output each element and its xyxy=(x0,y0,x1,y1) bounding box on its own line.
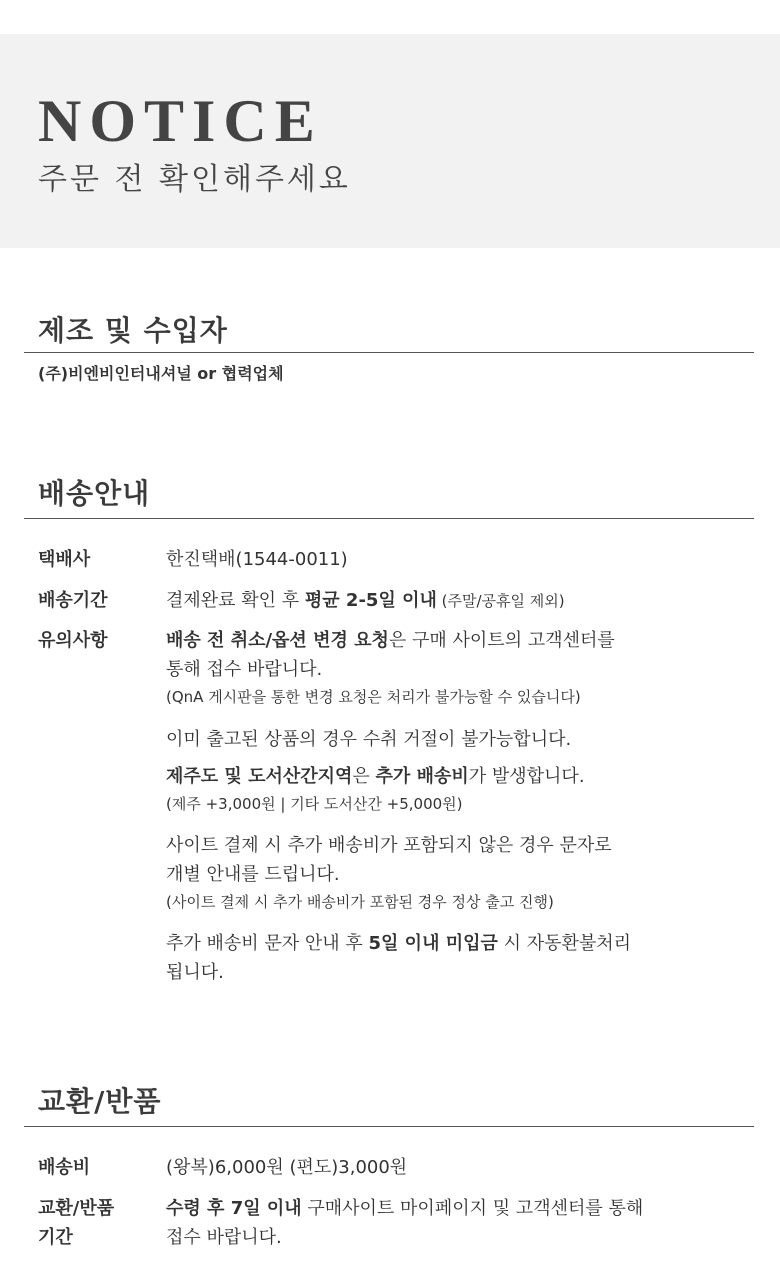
delivery-period-value: 결제완료 확인 후 평균 2-5일 이내 (주말/공휴일 제외) xyxy=(166,590,565,611)
exchange-heading: 교환/반품 xyxy=(38,1085,162,1118)
courier-label: 택배사 xyxy=(38,549,91,570)
note-auto-refund: 추가 배송비 문자 안내 후 5일 이내 미입금 시 자동환불처리 됩니다. xyxy=(166,933,632,983)
manufacturer-text: (주)비엔비인터내셔널 or 협력업체 xyxy=(38,364,284,383)
return-period-value: 수령 후 7일 이내 구매사이트 마이페이지 및 고객센터를 통해 접수 바랍니다. xyxy=(166,1198,644,1248)
return-fee-label: 배송비 xyxy=(38,1157,91,1178)
notice-banner xyxy=(0,34,780,248)
note-sms-guide: 사이트 결제 시 추가 배송비가 포함되지 않은 경우 문자로 개별 안내를 드립니다. (사이트 결제 시 추가 배송비가 포함된 경우 정상 출고 진행) xyxy=(166,831,746,915)
note-refusal: 이미 출고된 상품의 경우 수취 거절이 불가능합니다. xyxy=(166,729,572,750)
return-period-label: 교환/반품 기간 xyxy=(38,1198,115,1248)
note-cancel: 배송 전 취소/옵션 변경 요청은 구매 사이트의 고객센터를 통해 접수 바랍니다. (QnA 게시판을 통한 변경 요청은 처리가 불가능할 수 있습니다) xyxy=(166,626,746,710)
manufacturer-heading: 제조 및 수입자 xyxy=(38,314,228,347)
shipping-divider xyxy=(24,518,754,519)
note-island-fee: 제주도 및 도서산간지역은 추가 배송비가 발생합니다. (제주 +3,000원 | 기타 도서산간 +5,000원) xyxy=(166,762,746,817)
delivery-period-label: 배송기간 xyxy=(38,590,108,611)
page-title: NOTICE xyxy=(38,88,323,154)
courier-value: 한진택배(1544-0011) xyxy=(166,549,348,570)
exchange-divider xyxy=(24,1126,754,1127)
notes-label: 유의사항 xyxy=(38,630,108,651)
shipping-heading: 배송안내 xyxy=(38,477,151,510)
return-fee-value: (왕복)6,000원 (편도)3,000원 xyxy=(166,1157,408,1178)
note-sms-guide-sub: (사이트 결제 시 추가 배송비가 포함된 경우 정상 출고 진행) xyxy=(166,893,554,911)
note-island-fee-sub: (제주 +3,000원 | 기타 도서산간 +5,000원) xyxy=(166,795,463,813)
manufacturer-divider xyxy=(24,352,754,353)
note-cancel-sub: (QnA 게시판을 통한 변경 요청은 처리가 불가능할 수 있습니다) xyxy=(166,688,581,706)
page-subtitle: 주문 전 확인해주세요 xyxy=(38,162,351,197)
